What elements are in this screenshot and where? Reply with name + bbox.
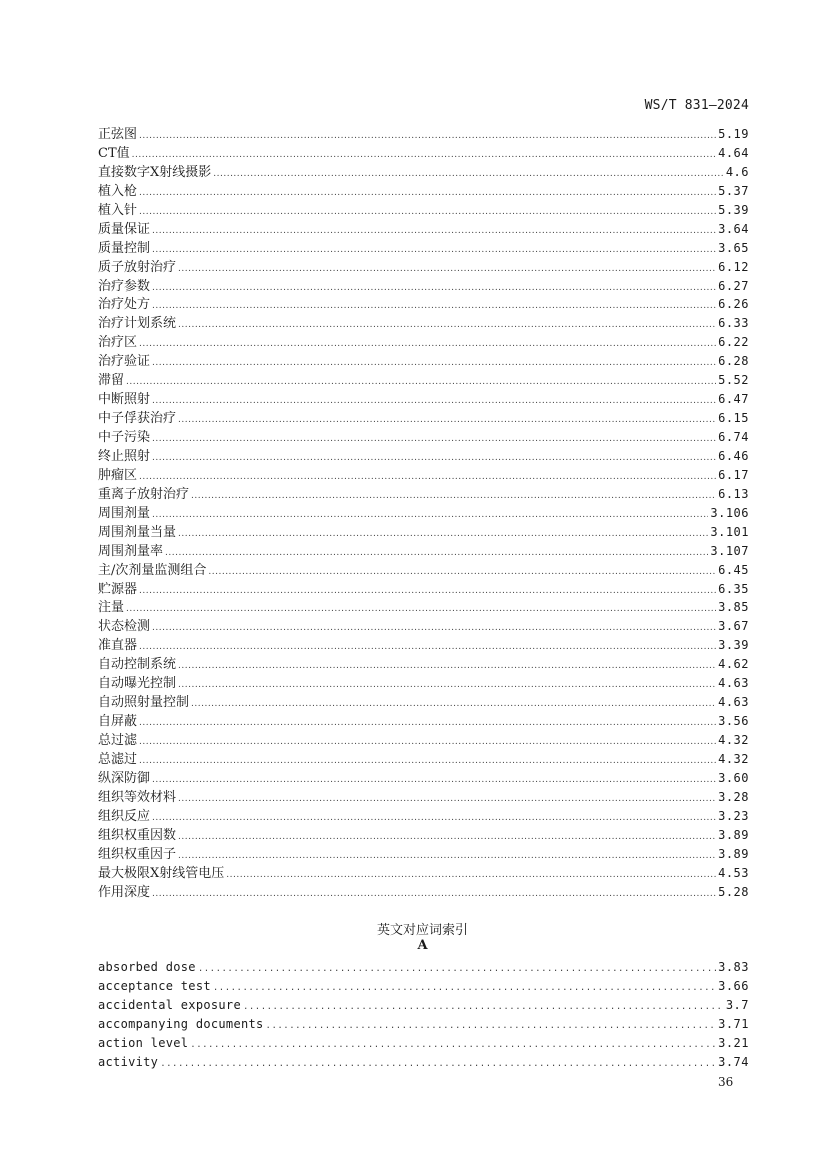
- index-entry: [98, 788, 749, 807]
- index-reference: 4.64: [718, 145, 749, 160]
- index-term: 质量保证: [98, 221, 151, 237]
- dot-leader: [152, 279, 716, 298]
- index-reference: 4.63: [718, 676, 749, 691]
- dot-leader: [178, 676, 716, 695]
- index-term: 治疗处方: [98, 297, 151, 313]
- dot-leader: [126, 373, 716, 392]
- index-term: 滞留: [98, 373, 125, 389]
- index-reference: 5.52: [718, 373, 749, 388]
- dot-leader: [132, 146, 716, 165]
- index-reference: 3.101: [710, 524, 749, 539]
- index-term: 中断照射: [98, 392, 151, 408]
- index-reference: 3.60: [718, 770, 749, 785]
- index-term: 植入枪: [98, 183, 138, 199]
- index-entry: [98, 845, 749, 864]
- index-entry: [98, 163, 749, 182]
- index-reference: 6.74: [718, 430, 749, 444]
- index-reference: 4.32: [718, 751, 749, 766]
- index-reference: 6.12: [718, 259, 749, 274]
- dot-leader: [152, 619, 716, 638]
- dot-leader: [165, 544, 708, 563]
- index-term: 最大极限X射线管电压: [98, 865, 225, 881]
- index-reference: 3.65: [718, 240, 749, 255]
- index-term: 植入针: [98, 202, 138, 218]
- index-entry: [98, 352, 749, 371]
- index-term: 组织反应: [98, 808, 151, 824]
- index-reference: 3.67: [718, 619, 749, 634]
- index-term: 治疗参数: [98, 278, 151, 294]
- dot-leader: [152, 222, 716, 241]
- index-entry: [98, 295, 749, 314]
- index-reference: 4.53: [718, 865, 749, 880]
- index-entry: [98, 1034, 749, 1053]
- index-term: 周围剂量当量: [98, 524, 177, 540]
- dot-leader: [139, 468, 716, 487]
- index-reference: 6.47: [718, 392, 749, 407]
- index-reference: 6.27: [718, 278, 749, 293]
- index-term: 组织等效材料: [98, 789, 177, 805]
- index-reference: 3.64: [718, 221, 749, 236]
- dot-leader: [139, 752, 716, 771]
- dot-leader: [178, 525, 708, 544]
- index-term: 作用深度: [98, 884, 151, 900]
- index-entry: [98, 617, 749, 636]
- chinese-index-list: [98, 125, 749, 901]
- dot-leader: [152, 297, 716, 316]
- index-reference: 3.106: [710, 505, 749, 520]
- dot-leader: [178, 828, 716, 847]
- index-term: 重离子放射治疗: [98, 486, 190, 502]
- index-term: 质量控制: [98, 240, 151, 256]
- index-entry: [98, 826, 749, 845]
- index-entry: [98, 580, 749, 599]
- dot-leader: [198, 960, 716, 979]
- dot-leader: [139, 127, 716, 146]
- index-reference: 3.85: [718, 600, 749, 615]
- english-index-title: 英文对应词索引: [376, 923, 468, 938]
- index-entry: [98, 731, 749, 750]
- dot-leader: [152, 392, 716, 411]
- index-reference: 6.46: [718, 448, 749, 463]
- index-reference: 6.35: [718, 581, 749, 596]
- dot-leader: [178, 260, 716, 279]
- index-entry: [98, 958, 749, 977]
- index-reference: 5.39: [718, 202, 749, 217]
- index-reference: 3.21: [718, 1035, 749, 1050]
- index-entry: [98, 371, 749, 390]
- dot-leader: [152, 506, 708, 525]
- index-entry: [98, 314, 749, 333]
- index-reference: 5.37: [718, 183, 749, 198]
- index-reference: 6.26: [718, 297, 749, 312]
- dot-leader: [139, 335, 716, 354]
- index-reference: 6.15: [718, 411, 749, 426]
- index-term: 总过滤: [98, 733, 138, 748]
- dot-leader: [139, 638, 716, 657]
- index-term: acceptance test: [98, 978, 211, 993]
- dot-leader: [208, 563, 716, 582]
- index-entry: [98, 201, 749, 220]
- dot-leader: [152, 430, 716, 449]
- index-entry: [98, 144, 749, 163]
- index-entry: [98, 561, 749, 580]
- dot-leader: [190, 1036, 716, 1055]
- index-term: 注量: [98, 600, 125, 616]
- index-reference: 4.62: [718, 657, 749, 672]
- dot-leader: [139, 582, 716, 601]
- index-entry: [98, 883, 749, 902]
- index-reference: 3.66: [718, 978, 749, 993]
- dot-leader: [191, 695, 716, 714]
- index-term: 中子俘获治疗: [98, 411, 177, 427]
- index-term: 主/次剂量监测组合: [98, 562, 207, 578]
- dot-leader: [178, 790, 716, 809]
- index-term: 准直器: [98, 638, 138, 654]
- dot-leader: [243, 998, 724, 1017]
- index-entry: [98, 466, 749, 485]
- index-reference: 3.28: [718, 789, 749, 804]
- index-entry: [98, 636, 749, 655]
- dot-leader: [152, 771, 716, 790]
- dot-leader: [152, 241, 716, 260]
- index-term: 总滤过: [98, 751, 138, 767]
- index-term: 治疗区: [98, 335, 138, 351]
- index-reference: 6.33: [718, 316, 749, 331]
- index-entry: [98, 523, 749, 542]
- index-reference: 3.89: [718, 846, 749, 861]
- index-term: 直接数字X射线摄影: [98, 164, 212, 180]
- dot-leader: [152, 354, 716, 373]
- index-term: accompanying documents: [98, 1016, 264, 1031]
- index-term: 周围剂量: [98, 505, 151, 521]
- index-reference: 3.107: [710, 543, 749, 558]
- index-entry: [98, 258, 749, 277]
- index-letter-heading: A: [417, 938, 428, 953]
- standard-code-header: WS/T 831—2024: [644, 98, 749, 113]
- index-reference: 6.13: [718, 486, 749, 501]
- index-term: 状态检测: [98, 619, 151, 635]
- index-reference: 4.63: [718, 695, 749, 710]
- index-reference: 6.45: [718, 562, 749, 577]
- dot-leader: [178, 316, 716, 335]
- index-entry: [98, 485, 749, 504]
- index-reference: 6.28: [718, 354, 749, 369]
- index-reference: 4.32: [718, 733, 749, 747]
- index-term: 治疗验证: [98, 354, 151, 370]
- index-entry: [98, 428, 749, 447]
- index-term: 自动曝光控制: [98, 676, 177, 692]
- index-entry: [98, 598, 749, 617]
- index-term: 自动控制系统: [98, 657, 177, 673]
- dot-leader: [178, 657, 716, 676]
- index-term: 终止照射: [98, 448, 151, 464]
- english-index-list: [98, 958, 749, 1072]
- index-term: 自屏蔽: [98, 714, 138, 730]
- index-term: 组织权重因子: [98, 846, 177, 862]
- index-entry: [98, 220, 749, 239]
- index-term: 自动照射量控制: [98, 695, 190, 711]
- index-reference: 3.56: [718, 714, 749, 729]
- dot-leader: [139, 714, 716, 733]
- index-term: 贮源器: [98, 581, 138, 597]
- dot-leader: [160, 1055, 716, 1074]
- dot-leader: [139, 203, 716, 222]
- index-entry: [98, 1053, 749, 1072]
- index-reference: 3.23: [718, 808, 749, 823]
- index-reference: 3.89: [718, 827, 749, 842]
- index-reference: 3.7: [725, 997, 749, 1012]
- index-entry: [98, 996, 749, 1015]
- dot-leader: [139, 184, 716, 203]
- index-reference: 6.22: [718, 335, 749, 350]
- index-entry: [98, 277, 749, 296]
- dot-leader: [213, 979, 716, 998]
- index-reference: 4.6: [725, 164, 749, 179]
- index-entry: [98, 542, 749, 561]
- page-number: 36: [718, 1075, 734, 1089]
- dot-leader: [152, 809, 716, 828]
- index-entry: [98, 447, 749, 466]
- index-entry: [98, 864, 749, 883]
- dot-leader: [178, 847, 716, 866]
- index-reference: 5.19: [718, 127, 749, 141]
- index-entry: [98, 1015, 749, 1034]
- index-entry: [98, 239, 749, 258]
- index-term: 纵深防御: [98, 770, 151, 786]
- index-entry: [98, 674, 749, 693]
- dot-leader: [213, 165, 724, 184]
- index-entry: [98, 504, 749, 523]
- dot-leader: [139, 733, 716, 752]
- dot-leader: [178, 411, 716, 430]
- dot-leader: [191, 487, 716, 506]
- index-term: activity: [98, 1054, 159, 1069]
- index-entry: [98, 807, 749, 826]
- index-term: 组织权重因数: [98, 827, 177, 843]
- index-term: 肿瘤区: [98, 467, 138, 483]
- index-entry: [98, 182, 749, 201]
- index-entry: [98, 655, 749, 674]
- index-entry: [98, 977, 749, 996]
- index-term: CT值: [98, 145, 130, 161]
- index-term: 正弦图: [98, 127, 138, 142]
- dot-leader: [126, 600, 716, 619]
- dot-leader: [152, 885, 716, 904]
- index-term: 治疗计划系统: [98, 316, 177, 332]
- index-term: 质子放射治疗: [98, 259, 177, 275]
- index-reference: 3.74: [718, 1054, 749, 1069]
- dot-leader: [226, 866, 716, 885]
- index-entry: [98, 693, 749, 712]
- index-entry: [98, 769, 749, 788]
- index-term: 周围剂量率: [98, 543, 164, 559]
- dot-leader: [152, 449, 716, 468]
- index-term: action level: [98, 1035, 189, 1050]
- index-entry: [98, 750, 749, 769]
- index-reference: 6.17: [718, 467, 749, 482]
- index-reference: 5.28: [718, 884, 749, 899]
- index-entry: [98, 125, 749, 144]
- index-term: 中子污染: [98, 430, 151, 445]
- index-reference: 3.71: [718, 1016, 749, 1031]
- index-entry: [98, 712, 749, 731]
- index-entry: [98, 409, 749, 428]
- index-reference: 3.39: [718, 638, 749, 653]
- index-term: accidental exposure: [98, 997, 241, 1012]
- index-term: absorbed dose: [98, 960, 196, 974]
- dot-leader: [266, 1017, 717, 1036]
- index-reference: 3.83: [718, 960, 749, 974]
- index-entry: [98, 390, 749, 409]
- index-entry: [98, 333, 749, 352]
